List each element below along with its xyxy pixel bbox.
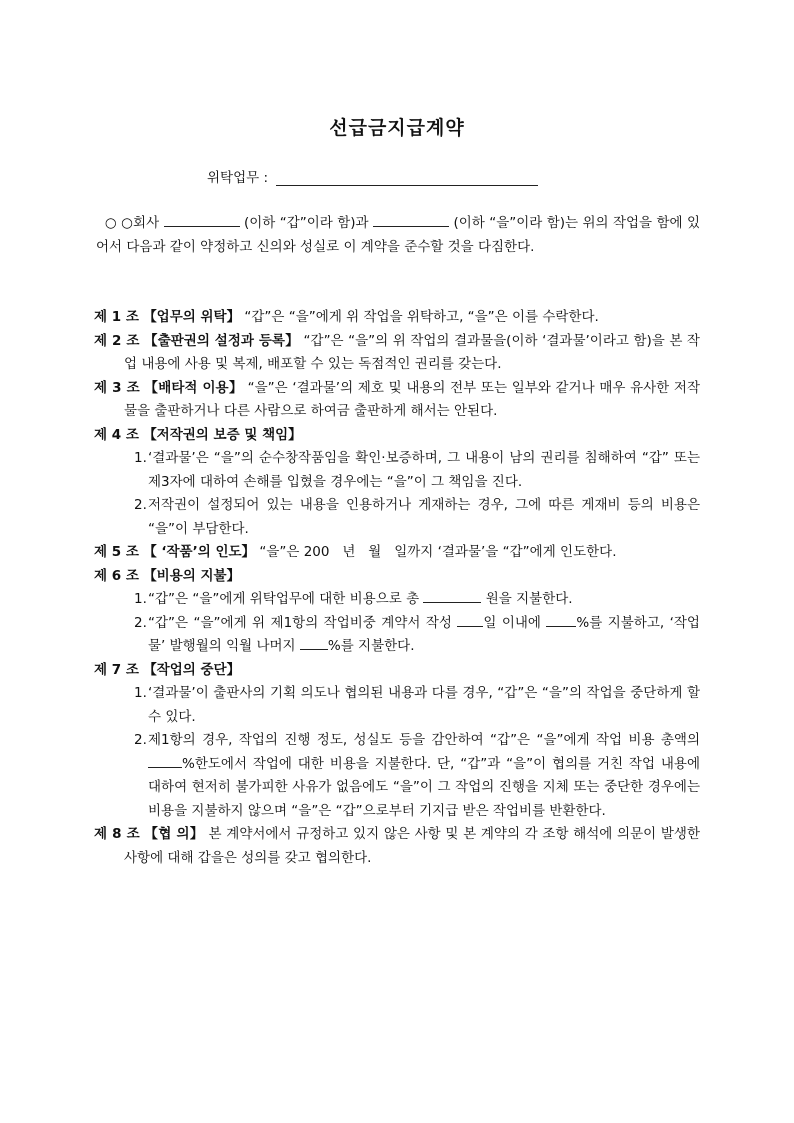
- article-heading: 【 ‘작품’의 인도】: [143, 544, 256, 560]
- article-number: 제 8 조: [94, 826, 140, 842]
- article-7: [94, 659, 700, 683]
- article-text: “을”은 ‘결과물’의 제호 및 내용의 전부 또는 일부와 같거나 매우 유사한 저작물을 출판하거나 다른 사람으로 하여금 출판하게 해서는 안된다.: [124, 379, 700, 419]
- percent-blank-1: [546, 612, 576, 627]
- article-heading: 【배타적 이용】: [144, 379, 243, 396]
- task-line: [207, 166, 538, 186]
- article-number: 제 4 조: [94, 426, 139, 443]
- article-heading: 【작업의 중단】: [143, 661, 241, 678]
- article-heading: 【출판권의 설정과 등록】: [143, 332, 299, 349]
- article-7-item-1: [94, 682, 700, 729]
- party-b-blank: [373, 212, 449, 227]
- intro-paragraph: [96, 212, 700, 259]
- article-number: 제 5 조: [94, 544, 139, 560]
- item-number: 2.: [134, 497, 147, 513]
- article-4-item-1: [94, 447, 700, 494]
- article-heading: 【비용의 지불】: [143, 567, 241, 584]
- amount-blank: [423, 588, 481, 603]
- item-text: “갑”은 “을”에게 위탁업무에 대한 비용으로 총: [148, 591, 420, 607]
- item-text: %한도에서 작업에 대한 비용을 지불한다. 단, “갑”과 “을”이 협의를 거친 작업 내용에 대하여 현저히 불가피한 사유가 없음에도 “을”이 그 작업의 진행을 지체 또는 중단한 경우에는 비용을 지불하지 않으며 “을”은 “갑”으로부터 기지급 받은 작업비를 반환한다.: [148, 755, 700, 819]
- intro-company: ○ ○회사: [104, 215, 160, 231]
- item-text: 일 이내에: [483, 614, 541, 631]
- item-text: %를 지불하고, ‘작업물’ 발행월의 익월 나머지: [148, 614, 700, 654]
- article-7-item-2: [94, 729, 700, 823]
- article-number: 제 1 조: [94, 309, 139, 325]
- days-blank: [457, 612, 483, 627]
- article-text: “갑”은 “을”의 위 작업의 결과물을(이하 ‘결과물’이라고 함)을 본 작업 내용에 사용 및 복제, 배포할 수 있는 독점적인 권리를 갖는다.: [124, 332, 700, 372]
- item-text: 저작권이 설정되어 있는 내용을 인용하거나 게재하는 경우, 그에 따른 게재비 등의 비용은 “을”이 부담한다.: [148, 497, 700, 537]
- article-2: [94, 330, 700, 377]
- item-number: 1.: [134, 685, 147, 701]
- item-text: ‘결과물’이 출판사의 기획 의도나 협의된 내용과 다를 경우, “갑”은 “을”의 작업을 중단하게 할 수 있다.: [148, 685, 700, 725]
- article-list: [94, 306, 700, 870]
- task-label: 위탁업무 :: [207, 170, 269, 186]
- article-number: 제 6 조: [94, 567, 139, 584]
- item-number: 2.: [134, 614, 147, 631]
- article-number: 제 3 조: [94, 379, 140, 396]
- party-a-blank: [164, 212, 240, 227]
- article-1: [94, 306, 700, 330]
- item-number: 1.: [134, 591, 147, 607]
- percent-blank-3: [148, 753, 182, 768]
- article-heading: 【협 의】: [144, 826, 204, 842]
- article-text: 본 계약서에서 규정하고 있지 않은 사항 및 본 계약의 각 조항 해석에 의문이 발생한 사항에 대해 갑을은 성의를 갖고 협의한다.: [124, 826, 700, 866]
- article-8: [94, 823, 700, 870]
- article-text: “을”은 200 년 월 일까지 ‘결과물’을 “갑”에게 인도한다.: [259, 544, 617, 560]
- article-3: [94, 377, 700, 424]
- item-text: “갑”은 “을”에게 위 제1항의 작업비중 계약서 작성: [148, 614, 452, 631]
- item-number: 2.: [134, 732, 147, 748]
- item-text: 제1항의 경우, 작업의 진행 정도, 성실도 등을 감안하여 “갑”은 “을”에게 작업 비용 총액의: [148, 732, 700, 748]
- article-4: [94, 424, 700, 448]
- intro-part2: (이하 “을”이라 함)는 위의 작업을 함에 있어서 다음과 같이 약정하고 신의와 성실로 이 계약을 준수할 것을 다짐한다.: [96, 215, 701, 255]
- article-text: “갑”은 “을”에게 위 작업을 위탁하고, “을”은 이를 수락한다.: [244, 309, 599, 325]
- article-heading: 【업무의 위탁】: [143, 309, 241, 325]
- item-text: %를 지불한다.: [327, 638, 415, 654]
- item-text: 원을 지불한다.: [485, 591, 573, 607]
- article-number: 제 7 조: [94, 661, 139, 678]
- article-number: 제 2 조: [94, 332, 140, 349]
- intro-part1: (이하 “갑”이라 함)과: [243, 215, 369, 231]
- article-4-item-2: [94, 494, 700, 541]
- document-title: 선급금지급계약: [329, 117, 465, 139]
- percent-blank-2: [300, 635, 328, 650]
- article-6: [94, 565, 700, 589]
- article-6-item-1: [94, 588, 700, 612]
- item-text: ‘결과물’은 “을”의 순수창작품임을 확인·보증하며, 그 내용이 남의 권리를 침해하여 “갑” 또는 제3자에 대하여 손해를 입혔을 경우에는 “을”이 그 책임을 진다.: [148, 450, 700, 490]
- article-6-item-2: [94, 612, 700, 659]
- article-heading: 【저작권의 보증 및 책임】: [143, 426, 302, 443]
- article-5: [94, 541, 700, 565]
- item-number: 1.: [134, 450, 147, 466]
- task-blank: [276, 170, 538, 186]
